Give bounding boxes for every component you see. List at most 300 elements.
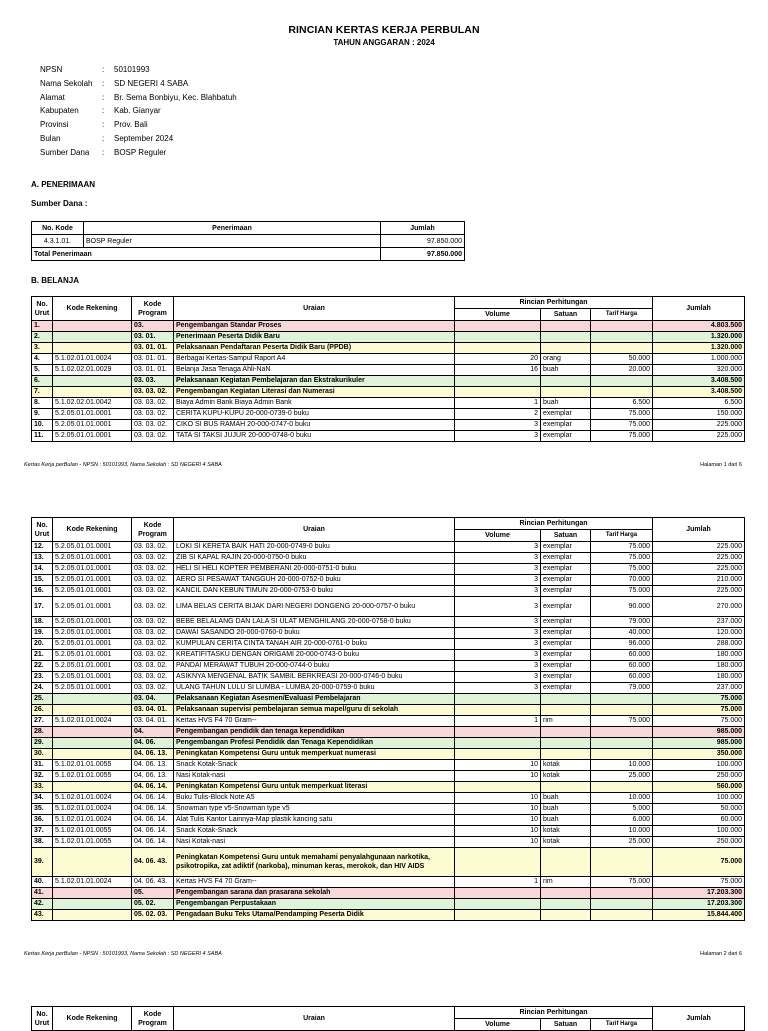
row-volume: [455, 782, 541, 793]
table-row: [32, 771, 745, 782]
footer-left: Kertas Kerja perBulan - NPSN : 50101993, Nama Sekolah : SD NEGERI 4 SABA: [24, 462, 222, 468]
row-kode-rekening: 5.2.05.01.01.0001: [53, 420, 132, 431]
row-volume: 3: [455, 617, 541, 628]
table-row: [32, 738, 745, 749]
row-no: 26.: [32, 705, 53, 716]
row-kode-program: 03. 03. 02.: [132, 542, 174, 553]
col-no-urut: No. Urut: [32, 1007, 53, 1031]
table-row: [32, 837, 745, 848]
row-volume: 1: [455, 877, 541, 888]
row-satuan: exemplar: [541, 650, 591, 661]
col-jumlah: Jumlah: [653, 297, 745, 321]
row-kode-rekening: [53, 387, 132, 398]
row-uraian: Nasi Kotak-nasi: [174, 771, 455, 782]
row-tarif: 60.000: [591, 672, 653, 683]
row-kode-rekening: 5.2.05.01.01.0001: [53, 628, 132, 639]
col-no-kode: No. Kode: [32, 222, 84, 235]
row-volume: [455, 376, 541, 387]
row-kode-program: 04. 06. 14.: [132, 793, 174, 804]
row-satuan: exemplar: [541, 542, 591, 553]
row-volume: 10: [455, 760, 541, 771]
col-kode-rekening: Kode Rekening: [53, 297, 132, 321]
row-volume: 3: [455, 650, 541, 661]
row-no: 42.: [32, 899, 53, 910]
row-satuan: [541, 321, 591, 332]
row-kode-program: 05. 02.: [132, 899, 174, 910]
row-no: 40.: [32, 877, 53, 888]
row-kode-program: 04. 06. 13.: [132, 760, 174, 771]
row-kode-rekening: 5.2.05.01.01.0001: [53, 409, 132, 420]
row-jumlah: 237.000: [653, 617, 745, 628]
row-kode-program: 04. 06. 14.: [132, 782, 174, 793]
table-row: [32, 575, 745, 586]
table-row: [32, 409, 745, 420]
info-key: NPSN: [40, 65, 63, 74]
row-uraian: HELI SI HELI KOPTER PEMBERANI 20-000-0751-0 buku: [174, 564, 455, 575]
table-row: [32, 793, 745, 804]
table-row: [32, 888, 745, 899]
col-kode-rekening: Kode Rekening: [53, 1007, 132, 1031]
row-jumlah: 1.320.000: [653, 332, 745, 343]
row-tarif: [591, 738, 653, 749]
row-kode-rekening: 5.1.02.01.01.0024: [53, 716, 132, 727]
row-uraian: PANDAI MERAWAT TUBUH 20-000-0744-0 buku: [174, 661, 455, 672]
sumber-dana-label: Sumber Dana :: [31, 199, 88, 208]
info-key: Kabupaten: [40, 106, 79, 116]
row-jumlah: 60.000: [653, 815, 745, 826]
row-no: 6.: [32, 376, 53, 387]
row-uraian: Pengembangan Kegiatan Literasi dan Numerasi: [174, 387, 455, 398]
row-satuan: exemplar: [541, 431, 591, 442]
row-tarif: 75.000: [591, 420, 653, 431]
col-uraian: Uraian: [174, 297, 455, 321]
row-no: 11.: [32, 431, 53, 442]
row-uraian: Pengadaan Buku Teks Utama/Pendamping Peserta Didik: [174, 910, 455, 921]
info-row: [40, 146, 237, 160]
row-tarif: [591, 321, 653, 332]
row-jumlah: 3.408.500: [653, 387, 745, 398]
row-satuan: buah: [541, 365, 591, 376]
row-kode-program: 05.: [132, 888, 174, 899]
info-row: [40, 118, 237, 132]
row-tarif: [591, 782, 653, 793]
row-uraian: Penerimaan Peserta Didik Baru: [174, 332, 455, 343]
row-jumlah: 288.000: [653, 639, 745, 650]
col-jumlah: Jumlah: [381, 222, 465, 235]
receipt-header: [32, 222, 465, 235]
row-satuan: [541, 888, 591, 899]
row-volume: 16: [455, 365, 541, 376]
row-kode-rekening: 5.2.05.01.01.0001: [53, 542, 132, 553]
row-tarif: 25.000: [591, 837, 653, 848]
row-kode-program: 03. 03. 02.: [132, 553, 174, 564]
row-jumlah: 237.000: [653, 683, 745, 694]
col-jumlah: Jumlah: [653, 518, 745, 542]
col-jumlah: Jumlah: [653, 1007, 745, 1031]
row-satuan: exemplar: [541, 639, 591, 650]
table-row: [32, 910, 745, 921]
table-row: [32, 899, 745, 910]
row-tarif: [591, 376, 653, 387]
belanja-table-page-2: [31, 517, 745, 921]
row-tarif: 60.000: [591, 650, 653, 661]
table-row: [32, 553, 745, 564]
row-no: 15.: [32, 575, 53, 586]
row-no: 39.: [32, 848, 53, 877]
row-kode-rekening: 5.1.02.01.01.0055: [53, 826, 132, 837]
table-row: [32, 332, 745, 343]
row-kode-program: 05. 02. 03.: [132, 910, 174, 921]
row-volume: 3: [455, 575, 541, 586]
row-no: 32.: [32, 771, 53, 782]
row-no: 13.: [32, 553, 53, 564]
row-kode-program: 03. 03. 02.: [132, 661, 174, 672]
table-row: [32, 617, 745, 628]
row-uraian: AERO SI PESAWAT TANGGUH 20-000-0752-0 buku: [174, 575, 455, 586]
table-row: [32, 398, 745, 409]
col-volume: Volume: [455, 1019, 541, 1031]
row-satuan: [541, 694, 591, 705]
row-jumlah: 75.000: [653, 705, 745, 716]
row-satuan: rim: [541, 716, 591, 727]
row-kode-program: 03. 03. 02.: [132, 650, 174, 661]
row-jumlah: 120.000: [653, 628, 745, 639]
row-uraian: KUMPULAN CERITA CINTA TANAH AIR 20-000-0761-0 buku: [174, 639, 455, 650]
row-kode-rekening: 5.1.02.01.01.0024: [53, 877, 132, 888]
row-jumlah: 75.000: [653, 877, 745, 888]
row-uraian: Berbagai Kertas-Sampul Raport A4: [174, 354, 455, 365]
row-satuan: exemplar: [541, 661, 591, 672]
row-jumlah: 985.000: [653, 738, 745, 749]
row-kode-rekening: 5.2.05.01.01.0001: [53, 617, 132, 628]
row-kode-rekening: 5.2.05.01.01.0001: [53, 597, 132, 617]
row-tarif: [591, 387, 653, 398]
row-satuan: orang: [541, 354, 591, 365]
row-volume: 3: [455, 420, 541, 431]
row-satuan: [541, 376, 591, 387]
row-kode-program: 03. 03. 02.: [132, 683, 174, 694]
row-uraian: Snowman type v5-Snowman type v5: [174, 804, 455, 815]
row-no: 5.: [32, 365, 53, 376]
row-no: 25.: [32, 694, 53, 705]
receipt-total-row: [32, 248, 465, 261]
row-volume: [455, 321, 541, 332]
row-tarif: [591, 899, 653, 910]
row-tarif: 75.000: [591, 564, 653, 575]
col-uraian: Uraian: [174, 1007, 455, 1031]
row-satuan: exemplar: [541, 617, 591, 628]
footer-page-number: Halaman 2 dari 6: [700, 951, 742, 957]
col-penerimaan: Penerimaan: [84, 222, 381, 235]
row-tarif: 96.000: [591, 639, 653, 650]
row-tarif: 75.000: [591, 877, 653, 888]
row-jumlah: 180.000: [653, 672, 745, 683]
row-kode-program: 04. 06. 43.: [132, 877, 174, 888]
table-header-row: [32, 1007, 745, 1019]
row-volume: 1: [455, 398, 541, 409]
row-kode-program: 03. 03. 02.: [132, 575, 174, 586]
belanja-table-page-3: [31, 1006, 745, 1031]
col-rincian-perhitungan: Rincian Perhitungan: [455, 297, 653, 309]
row-uraian: Nasi Kotak-nasi: [174, 837, 455, 848]
row-uraian: Snack Kotak-Snack: [174, 760, 455, 771]
row-satuan: exemplar: [541, 409, 591, 420]
row-uraian: Belanja Jasa Tenaga Ahli-NaN: [174, 365, 455, 376]
row-kode-rekening: [53, 332, 132, 343]
row-satuan: [541, 727, 591, 738]
row-jumlah: 100.000: [653, 826, 745, 837]
table-row: [32, 431, 745, 442]
row-kode-rekening: 5.1.02.01.01.0024: [53, 793, 132, 804]
row-volume: 10: [455, 837, 541, 848]
row-satuan: exemplar: [541, 628, 591, 639]
row-jumlah: 3.408.500: [653, 376, 745, 387]
row-no: 2.: [32, 332, 53, 343]
row-kode-rekening: [53, 694, 132, 705]
row-volume: 1: [455, 716, 541, 727]
row-kode-program: 03. 04. 01.: [132, 716, 174, 727]
info-key: Provinsi: [40, 120, 69, 130]
table-row: [32, 321, 745, 332]
table-row: [32, 705, 745, 716]
table-row: [32, 877, 745, 888]
document-subtitle: TAHUN ANGGARAN : 2024: [333, 38, 435, 47]
row-satuan: exemplar: [541, 420, 591, 431]
row-uraian: Pelaksanaan Kegiatan Pembelajaran dan Ekstrakurikuler: [174, 376, 455, 387]
info-colon: :: [102, 147, 105, 157]
row-kode-rekening: 5.1.02.01.01.0024: [53, 815, 132, 826]
row-uraian: Snack Kotak-Snack: [174, 826, 455, 837]
row-jumlah: 15.844.400: [653, 910, 745, 921]
row-kode-rekening: 5.1.02.01.01.0024: [53, 354, 132, 365]
row-uraian: Buku Tulis-Block Note A5: [174, 793, 455, 804]
row-no: 33.: [32, 782, 53, 793]
row-kode-rekening: 5.2.05.01.01.0001: [53, 672, 132, 683]
row-volume: 3: [455, 553, 541, 564]
row-tarif: 6.000: [591, 815, 653, 826]
row-satuan: [541, 782, 591, 793]
row-kode-program: 03. 03. 02.: [132, 564, 174, 575]
col-rincian-perhitungan: Rincian Perhitungan: [455, 518, 653, 530]
row-jumlah: 75.000: [653, 716, 745, 727]
table-row: [32, 564, 745, 575]
row-jumlah: 6.500: [653, 398, 745, 409]
table-row: [32, 343, 745, 354]
row-volume: 3: [455, 672, 541, 683]
row-satuan: [541, 705, 591, 716]
table-row: [32, 597, 745, 617]
info-colon: :: [102, 120, 105, 130]
row-volume: 3: [455, 564, 541, 575]
receipt-total-label: Total Penerimaan: [32, 248, 381, 261]
row-uraian: CERITA KUPU-KUPU 20-000-0739-0 buku: [174, 409, 455, 420]
row-jumlah: 560.000: [653, 782, 745, 793]
row-jumlah: 210.000: [653, 575, 745, 586]
col-rincian-perhitungan: Rincian Perhitungan: [455, 1007, 653, 1019]
row-volume: 10: [455, 826, 541, 837]
row-volume: 3: [455, 639, 541, 650]
row-satuan: kotak: [541, 837, 591, 848]
row-kode-program: 04. 06. 14.: [132, 815, 174, 826]
col-tarif-harga: Tarif Harga: [591, 1019, 653, 1031]
row-kode-rekening: 5.1.02.01.01.0055: [53, 760, 132, 771]
table-row: [32, 826, 745, 837]
row-kode-program: 03. 03. 02.: [132, 617, 174, 628]
table-row: [32, 760, 745, 771]
row-uraian: Pengembangan Standar Proses: [174, 321, 455, 332]
info-colon: :: [102, 78, 105, 88]
row-kode-program: 03. 03. 02.: [132, 586, 174, 597]
info-value: Prov. Bali: [114, 120, 148, 130]
row-satuan: kotak: [541, 760, 591, 771]
row-kode-rekening: 5.1.02.02.01.0042: [53, 398, 132, 409]
row-kode-program: 03. 03. 02.: [132, 431, 174, 442]
row-jumlah: 50.000: [653, 804, 745, 815]
col-volume: Volume: [455, 309, 541, 321]
receipt-table: [31, 221, 465, 261]
row-no: 19.: [32, 628, 53, 639]
row-kode-program: 04. 06.: [132, 738, 174, 749]
footer-page-number: Halaman 1 dari 6: [700, 462, 742, 468]
row-tarif: [591, 332, 653, 343]
row-volume: 10: [455, 793, 541, 804]
row-volume: 3: [455, 431, 541, 442]
row-no: 21.: [32, 650, 53, 661]
row-no: 20.: [32, 639, 53, 650]
table-row: [32, 815, 745, 826]
row-tarif: 75.000: [591, 553, 653, 564]
document-title: RINCIAN KERTAS KERJA PERBULAN: [288, 24, 480, 36]
row-tarif: 10.000: [591, 793, 653, 804]
row-kode-rekening: 5.2.05.01.01.0001: [53, 575, 132, 586]
row-volume: [455, 705, 541, 716]
row-jumlah: 250.000: [653, 771, 745, 782]
row-satuan: exemplar: [541, 575, 591, 586]
row-no: 34.: [32, 793, 53, 804]
row-uraian: LOKI SI KERETA BAIK HATI 20-000-0749-0 buku: [174, 542, 455, 553]
table-row: [32, 650, 745, 661]
info-key: Bulan: [40, 133, 61, 143]
row-volume: [455, 343, 541, 354]
row-tarif: [591, 705, 653, 716]
row-kode-program: 03. 03. 02.: [132, 597, 174, 617]
row-kode-rekening: 5.1.02.01.01.0024: [53, 804, 132, 815]
row-kode-program: 03. 01. 01.: [132, 365, 174, 376]
row-kode-rekening: 5.2.05.01.01.0001: [53, 553, 132, 564]
row-satuan: kotak: [541, 771, 591, 782]
row-kode-program: 03. 01. 01.: [132, 343, 174, 354]
row-kode-program: 04. 06. 14.: [132, 804, 174, 815]
table-row: [32, 628, 745, 639]
col-no-urut: No. Urut: [32, 518, 53, 542]
row-tarif: 75.000: [591, 716, 653, 727]
row-tarif: 6.500: [591, 398, 653, 409]
row-no: 9.: [32, 409, 53, 420]
row-volume: 3: [455, 683, 541, 694]
col-volume: Volume: [455, 530, 541, 542]
row-uraian: Pelaksanaan supervisi pembelajaran semua mapel/guru di sekolah: [174, 705, 455, 716]
info-row: [40, 91, 237, 105]
row-uraian: Pelaksanaan Kegiatan Asesmen/Evaluasi Pembelajaran: [174, 694, 455, 705]
row-kode-rekening: 5.2.05.01.01.0001: [53, 586, 132, 597]
row-uraian: Pengembangan pendidik dan tenaga kependidikan: [174, 727, 455, 738]
row-volume: [455, 694, 541, 705]
row-no: 18.: [32, 617, 53, 628]
row-tarif: 10.000: [591, 826, 653, 837]
row-jumlah: 1.000.000: [653, 354, 745, 365]
row-uraian: Pelaksanaan Pendaftaran Peserta Didik Baru (PPDB): [174, 343, 455, 354]
row-satuan: exemplar: [541, 553, 591, 564]
row-uraian: Pengembangan Perpustakaan: [174, 899, 455, 910]
row-kode-rekening: [53, 848, 132, 877]
row-kode-program: 03. 03. 02.: [132, 398, 174, 409]
row-no: 3.: [32, 343, 53, 354]
row-volume: 3: [455, 628, 541, 639]
table-row: [32, 387, 745, 398]
row-satuan: buah: [541, 398, 591, 409]
row-jumlah: 225.000: [653, 586, 745, 597]
info-key: Sumber Dana: [40, 147, 90, 157]
row-tarif: [591, 749, 653, 760]
row-volume: 2: [455, 409, 541, 420]
row-tarif: [591, 694, 653, 705]
row-volume: [455, 387, 541, 398]
receipt-kode: 4.3.1.01.: [32, 235, 84, 248]
row-volume: [455, 910, 541, 921]
row-jumlah: 225.000: [653, 431, 745, 442]
row-volume: 3: [455, 661, 541, 672]
row-kode-program: 04. 06. 13.: [132, 749, 174, 760]
row-uraian: TATA SI TAKSI JUJUR 20-000-0748-0 buku: [174, 431, 455, 442]
row-tarif: 75.000: [591, 542, 653, 553]
row-jumlah: 225.000: [653, 553, 745, 564]
row-kode-rekening: 5.1.02.02.01.0029: [53, 365, 132, 376]
col-kode-program: Kode Program: [132, 518, 174, 542]
receipt-jumlah: 97.850.000: [381, 235, 465, 248]
row-uraian: Peningkatan Kompetensi Guru untuk memahami penyalahgunaan narkotika, psikotropika, zat adiktif (narkoba), minuman keras, merokok, dan HIV AIDS: [174, 848, 455, 877]
row-jumlah: 225.000: [653, 420, 745, 431]
row-jumlah: 985.000: [653, 727, 745, 738]
row-tarif: 25.000: [591, 771, 653, 782]
row-satuan: [541, 899, 591, 910]
row-satuan: [541, 387, 591, 398]
col-kode-program: Kode Program: [132, 297, 174, 321]
row-no: 30.: [32, 749, 53, 760]
table-row: [32, 782, 745, 793]
table-header-row: [32, 518, 745, 530]
info-value: Kab. Gianyar: [114, 106, 161, 116]
row-kode-program: 03. 03. 02.: [132, 672, 174, 683]
row-kode-program: 03.: [132, 321, 174, 332]
row-kode-rekening: [53, 782, 132, 793]
row-kode-program: 04. 06. 14.: [132, 837, 174, 848]
row-tarif: 10.000: [591, 760, 653, 771]
info-key: Alamat: [40, 92, 65, 102]
row-uraian: ASIKNYA MENGENAL BATIK SAMBIL BERKREASI 20-000-0746-0 buku: [174, 672, 455, 683]
row-satuan: rim: [541, 877, 591, 888]
row-satuan: [541, 738, 591, 749]
col-no-urut: No. Urut: [32, 297, 53, 321]
row-satuan: exemplar: [541, 672, 591, 683]
row-kode-program: 03. 03. 02.: [132, 628, 174, 639]
table-row: [32, 749, 745, 760]
row-kode-rekening: [53, 343, 132, 354]
table-row: [32, 420, 745, 431]
info-colon: :: [102, 133, 105, 143]
row-jumlah: 75.000: [653, 848, 745, 877]
row-kode-rekening: [53, 727, 132, 738]
row-jumlah: 100.000: [653, 760, 745, 771]
